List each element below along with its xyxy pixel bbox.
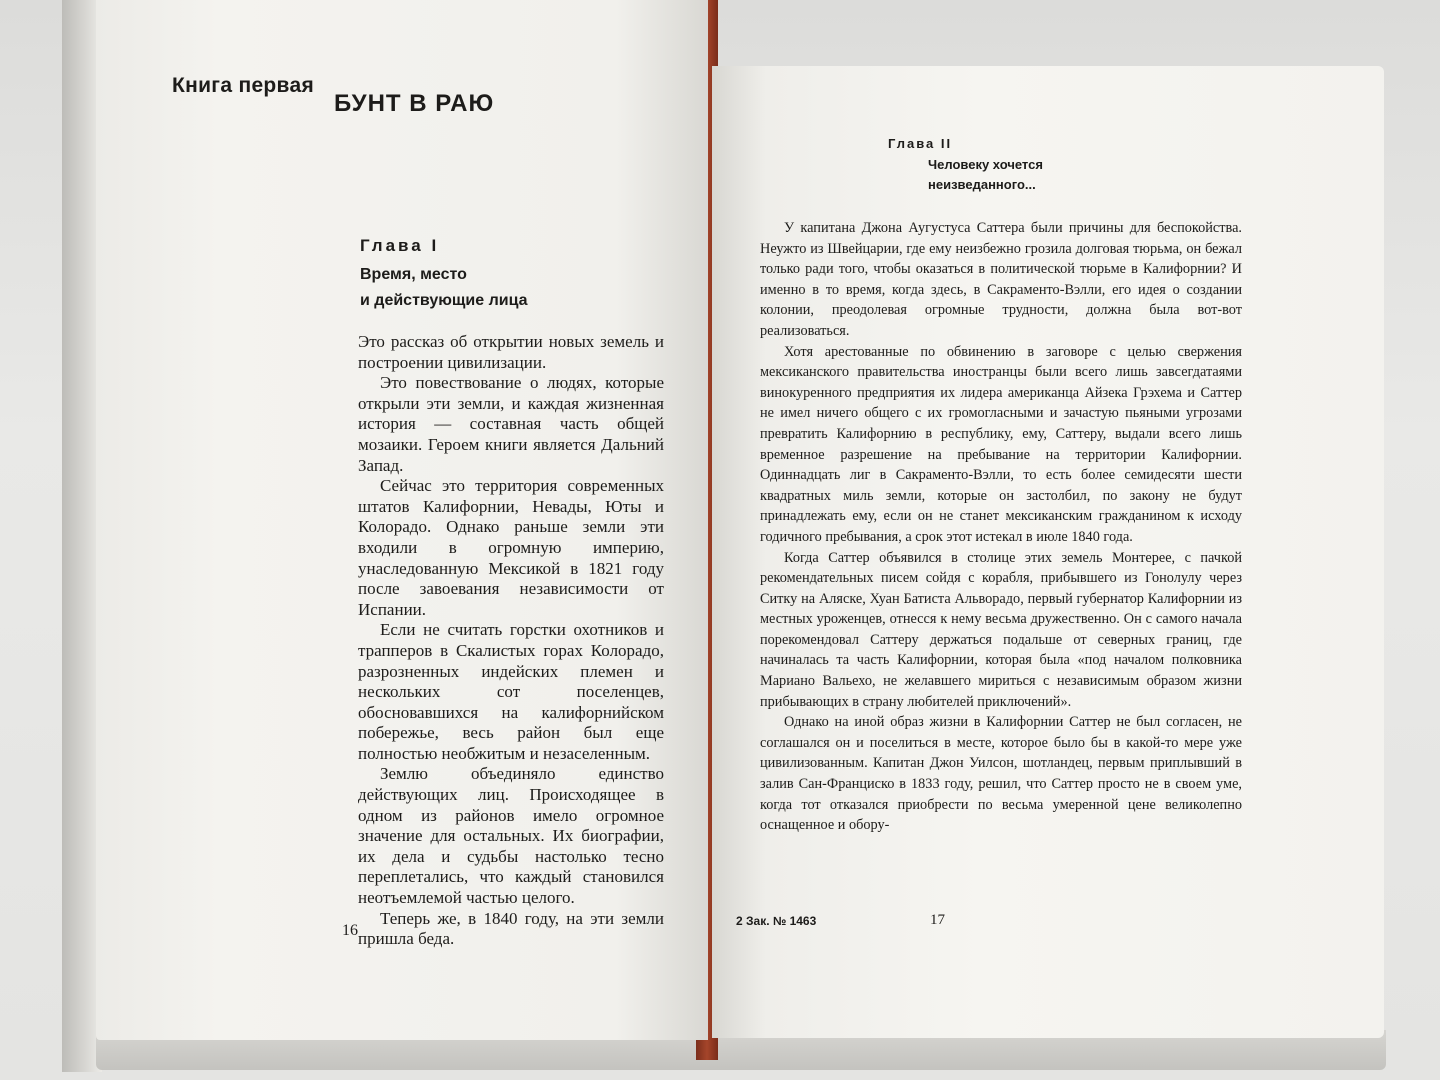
paragraph: Теперь же, в 1840 году, на эти земли пришла беда.	[358, 908, 664, 949]
paragraph: Хотя арестованные по обвинению в заговоре с целью свержения мексиканского правительства иностранцы были всего лишь завсегдатаями винокуренного предприятия их лидера американца Айзека Грэхема и Саттер не имел ничего общего с их громогласными и зачастую пьяными угрозами превратить Калифорнию в республику, ему, Саттеру, выдали всего лишь временное разрешение на пребывание на территории Калифорнии. Одиннадцать лиг в Сакраменто-Вэлли, то есть более семидесяти шести квадратных миль земли, которые он застолбил, по закону не будут принадлежать ему, если он не станет мексиканским гражданином к исходу годичного пребывания, а срок этот истекал в июле 1840 года.	[760, 343, 1242, 545]
paragraph: Землю объединяло единство действующих лиц. Происходящее в одном из районов имело огромное значение для остальных. Их биографии, их дела и судьбы настолько тесно переплетались, что каждый становился неотъемлемой частью целого.	[358, 764, 664, 908]
chapter-title-line: неизведанного...	[928, 177, 1036, 192]
page-number: 16	[342, 922, 358, 939]
chapter-title-line: Человеку хочется	[928, 157, 1043, 172]
paragraph: Однако на иной образ жизни в Калифорнии Саттер не был согласен, не соглашался он и поселиться в месте, которое было бы в какой-то мере уже цивилизованным. Капитан Джон Уилсон, шотландец, первым приплывший в залив Сан-Франциско в 1833 году, решил, что Саттер просто не в своем уме, когда тот отказался приобрести по весьма умеренной цене великолепно оснащенное и обору-	[760, 714, 1242, 834]
page-number: 17	[930, 912, 945, 928]
chapter-title-line: и действующие лица	[360, 292, 528, 309]
chapter-label: Глава I	[360, 236, 440, 255]
chapter-label: Глава II	[888, 136, 953, 151]
right-page-body	[760, 218, 1242, 836]
book-part-title: БУНТ В РАЮ	[334, 90, 495, 117]
chapter-title	[928, 155, 1043, 195]
paragraph: Когда Саттер объявился в столице этих земель Монтерее, с пачкой рекомендательных писем сойдя с корабля, прибывшего из Гонолулу через Ситку на Аляске, Хуан Батиста Альворадо, первый губернатор Калифорнии из местных уроженцев, отнесся к нему весьма дружественно. Он с самого начала порекомендовал Саттеру держаться подальше от северных границ, где начиналась та часть Калифорнии, которая была «под началом полковника Мариано Вальехо, не желавшего мириться с независимым образом жизни прибывающих в страну любителей приключений».	[760, 549, 1242, 710]
book-part-label: Книга первая	[172, 74, 315, 97]
printer-signature: 2 Зак. № 1463	[736, 914, 817, 928]
chapter-title-line: Время, место	[360, 266, 467, 283]
right-page	[712, 66, 1384, 1038]
left-page-body	[358, 332, 664, 950]
paragraph: Если не считать горстки охотников и трапперов в Скалистых горах Колорадо, разрозненных индейских племен и нескольких сот поселенцев, обосновавшихся на калифорнийском побережье, весь район был еще полностью необжитым и незаселенным.	[358, 620, 664, 763]
paragraph: Сейчас это территория современных штатов Калифорнии, Невады, Юты и Колорадо. Однако раньше земли эти входили в огромную империю, унаследованную Мексикой в 1821 году после завоевания независимости от Испании.	[358, 476, 664, 619]
paragraph: Это рассказ об открытии новых земель и построении цивилизации.	[358, 332, 664, 372]
chapter-title	[360, 262, 528, 314]
paragraph: Это повествование о людях, которые открыли эти земли, и каждая жизненная история — составная часть общей мозаики. Героем книги является Дальний Запад.	[358, 373, 664, 475]
left-page	[96, 0, 708, 1040]
paragraph: У капитана Джона Аугустуса Саттера были причины для беспокойства. Неужто из Швейцарии, где ему неизбежно грозила долговая тюрьма, он бежал только ради того, чтобы оказаться в политической тюрьме в Калифорнии? И именно в то время, когда здесь, в Сакраменто-Вэлли, его идея о создании колонии, преодолевая огромные трудности, должна была вот-вот реализоваться.	[760, 220, 1242, 339]
